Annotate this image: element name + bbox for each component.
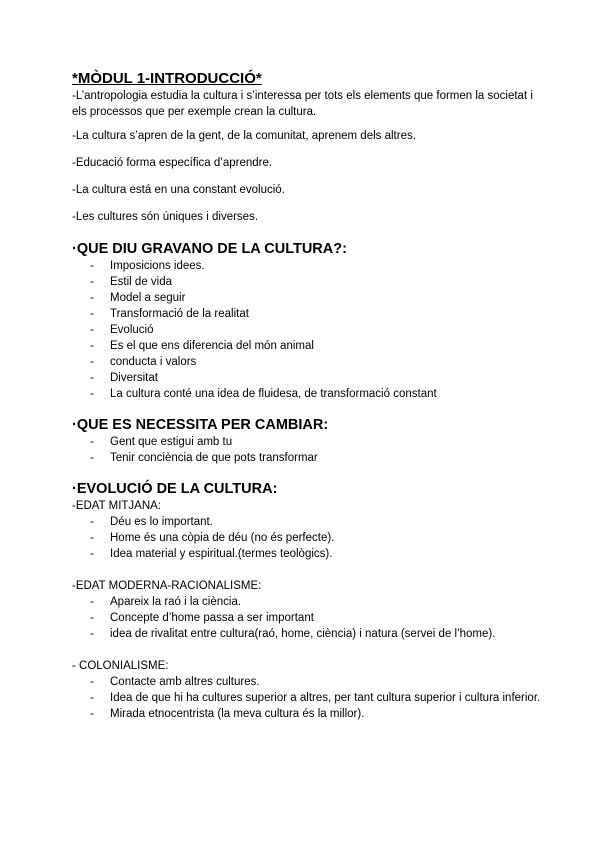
list-item: - Apareix la raó i la ciència. [90,596,242,608]
subheading-edat-mitjana: -EDAT MITJANA: [72,500,162,512]
list-item: - La cultura conté una idea de fluidesa, de transformació constant [90,388,437,400]
list-item: - Tenir conciència de que pots transformar [90,452,318,464]
intro-paragraph-3: -Educació forma específica d’aprendre. [72,157,273,169]
section-heading-evolucio: ·EVOLUCIÓ DE LA CULTURA: [72,481,278,497]
gravano-list [72,258,542,402]
list-item: - Estil de vida [90,276,173,288]
list-item: - idea de rivalitat entre cultura(raó, home, ciència) i natura (servei de l’home). [90,628,496,640]
list-item: - Idea material y espiritual.(termes teològics). [90,548,333,560]
intro-paragraph-1: -L’antropologia estudia la cultura i s’interessa per tots els elements que formen la societat i els processos que per exemple crean la cultura. [72,90,533,118]
edat-mitjana-list [72,514,542,562]
list-item: - conducta i valors [90,356,197,368]
intro-paragraph-4: -La cultura está en una constant evolució. [72,184,285,196]
list-item: - Mirada etnocentrista (la meva cultura és la millor). [90,708,365,720]
list-item: - Contacte amb altres cultures. [90,676,260,688]
list-item: - Concepte d’home passa a ser important [90,612,314,624]
cambiar-list [72,434,542,466]
list-item: - Home és una còpia de déu (no és perfecte). [90,532,335,544]
list-item: - Gent que estigui amb tu [90,436,233,448]
list-item: - Idea de que hi ha cultures superior a altres, per tant cultura superior i cultura inferior. [90,692,541,704]
section-heading-cambiar: ·QUE ES NECESSITA PER CAMBIAR: [72,417,329,433]
section-heading-gravano: ·QUE DIU GRAVANO DE LA CULTURA?: [72,241,347,257]
list-item: - Imposicions idees. [90,260,205,272]
colonialisme-list [72,674,542,722]
list-item: - Evolució [90,324,154,336]
list-item: - Model a seguir [90,292,186,304]
intro-paragraph-5: -Les cultures són úniques i diverses. [72,211,259,223]
module-title: *MÒDUL 1-INTRODUCCIÓ* [72,70,262,87]
subheading-colonialisme: - COLONIALISME: [72,660,169,672]
intro-paragraph-2: -La cultura s’apren de la gent, de la comunitat, aprenem dels altres. [72,130,416,142]
document-page [72,70,542,722]
list-item: - Déu es lo important. [90,516,213,528]
list-item: - Es el que ens diferencia del món animal [90,340,314,352]
edat-moderna-list [72,594,542,642]
list-item: - Transformació de la realitat [90,308,249,320]
list-item: - Diversitat [90,372,158,384]
subheading-edat-moderna: -EDAT MODERNA-RACIONALISME: [72,580,262,592]
